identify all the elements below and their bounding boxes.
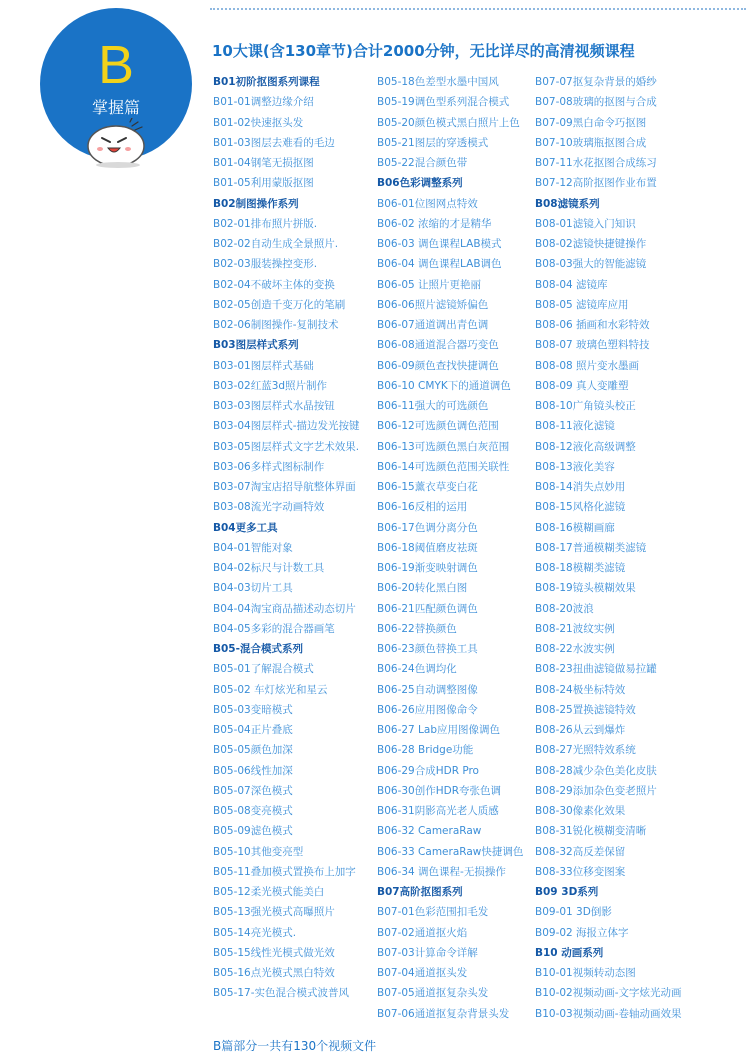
course-item: B01-01调整边缘介绍 <box>213 96 314 109</box>
course-item: B08-13液化美容 <box>535 460 615 473</box>
course-item: B08-03强大的智能滤镜 <box>535 258 647 271</box>
course-item: B05-01了解混合模式 <box>213 663 314 676</box>
course-item: B05-13强光模式高曝照片 <box>213 906 335 919</box>
course-item: B07-07抠复杂背景的婚纱 <box>535 76 657 88</box>
course-column-1 <box>213 72 373 1004</box>
course-item: B07-04通道抠头发 <box>377 967 468 979</box>
course-item: B05-08变亮模式 <box>213 805 293 817</box>
course-item: B06-22替换颜色 <box>377 622 457 635</box>
series-heading: B10 动画系列 <box>535 946 604 959</box>
course-item: B08-23扭曲滤镜做易拉罐 <box>535 663 657 676</box>
series-heading: B09 3D系列 <box>535 886 599 898</box>
course-item: B07-01色彩范围扣毛发 <box>377 906 489 919</box>
course-item: B07-12高阶抠图作业布置 <box>535 177 657 190</box>
series-heading: B07高阶抠图系列 <box>377 886 463 898</box>
course-item: B08-22水波实例 <box>535 643 615 655</box>
course-item: B05-10其他变亮型 <box>213 845 304 858</box>
course-column-3 <box>535 72 695 1024</box>
course-item: B08-30像素化效果 <box>535 805 626 817</box>
course-item: B05-22混合颜色带 <box>377 157 468 169</box>
course-item: B06-05 让照片更艳丽 <box>377 278 482 291</box>
course-item: B06-29合成HDR Pro <box>377 764 479 777</box>
course-item: B06-18阈值磨皮祛斑 <box>377 541 478 554</box>
course-item: B01-03图层去难看的毛边 <box>213 136 335 149</box>
course-item: B09-02 海报立体字 <box>535 926 629 939</box>
course-item: B03-08流光字动画特效 <box>213 501 325 514</box>
course-item: B06-15薰衣草变白花 <box>377 481 478 493</box>
course-item: B06-25自动调整图像 <box>377 683 478 696</box>
footer-note: B篇部分一共有130个视频文件 <box>213 1039 377 1053</box>
course-item: B06-14可选颜色范围关联性 <box>377 460 510 473</box>
course-item: B04-05多彩的混合器画笔 <box>213 622 335 635</box>
course-item: B08-25置换滤镜特效 <box>535 703 636 716</box>
course-item: B06-12可选颜色调色范围 <box>377 420 499 433</box>
course-item: B08-16模糊画廊 <box>535 521 615 534</box>
course-item: B01-02快速抠头发 <box>213 116 304 129</box>
course-item: B10-01视频转动态图 <box>535 967 636 979</box>
course-item: B08-14消失点妙用 <box>535 481 626 493</box>
cartoon-egg-mascot-icon <box>82 118 152 170</box>
course-item: B05-05颜色加深 <box>213 744 293 757</box>
course-item: B08-15风格化滤镜 <box>535 501 626 514</box>
course-item: B07-08玻璃的抠图与合成 <box>535 96 657 109</box>
course-item: B06-04 调色课程LAB调色 <box>377 258 502 271</box>
page-headline: 10大课(含130章节)合计2000分钟，无比详尽的高清视频课程 <box>212 42 635 60</box>
course-item: B05-03变暗模式 <box>213 703 293 716</box>
course-item: B03-05图层样式文字艺术效果. <box>213 440 360 453</box>
course-item: B08-20波浪 <box>535 602 594 615</box>
course-item: B05-18色差型水墨中国风 <box>377 76 499 88</box>
course-item: B07-02通道抠火焰 <box>377 926 468 939</box>
course-item: B08-08 照片变水墨画 <box>535 359 640 372</box>
course-item: B05-14亮光模式. <box>213 926 297 939</box>
course-item: B08-31锐化模糊变清晰 <box>535 825 647 838</box>
series-heading: B06色彩调整系列 <box>377 177 463 190</box>
course-item: B06-26应用图像命令 <box>377 703 478 716</box>
course-item: B06-10 CMYK下的通道调色 <box>377 379 511 392</box>
course-item: B06-23颜色替换工具 <box>377 643 478 655</box>
course-item: B06-08通道混合器巧变色 <box>377 339 499 352</box>
course-item: B08-32高反差保留 <box>535 845 626 858</box>
course-item: B06-17色调分离分色 <box>377 521 478 534</box>
course-item: B07-05通道抠复杂头发 <box>377 987 489 1000</box>
course-item: B06-03 调色课程LAB模式 <box>377 238 502 250</box>
course-item: B02-03服装操控变形. <box>213 258 318 271</box>
course-item: B08-26从云到爆炸 <box>535 724 626 736</box>
course-item: B07-11水花抠图合成练习 <box>535 157 657 169</box>
course-item: B07-09黑白命令巧抠图 <box>535 116 647 129</box>
course-item: B05-19调色型系列混合模式 <box>377 96 510 109</box>
course-item: B05-12柔光模式能美白 <box>213 886 325 898</box>
course-item: B10-03视频动画-卷轴动画效果 <box>535 1007 682 1020</box>
course-item: B08-04 滤镜库 <box>535 278 608 291</box>
series-heading: B02制图操作系列 <box>213 197 299 210</box>
top-divider <box>210 8 746 10</box>
course-item: B06-20转化黑白图 <box>377 582 468 595</box>
course-item: B03-01图层样式基础 <box>213 359 314 372</box>
course-item: B03-02红蓝3d照片制作 <box>213 379 328 392</box>
course-item: B08-18模糊类滤镜 <box>535 562 626 574</box>
course-item: B06-02 浓缩的才是精华 <box>377 217 492 230</box>
course-item: B08-28减少杂色美化皮肤 <box>535 764 657 777</box>
course-item: B02-06制图操作-复制技术 <box>213 319 339 331</box>
series-heading: B05-混合模式系列 <box>213 643 303 655</box>
course-item: B08-24极坐标特效 <box>535 683 626 696</box>
course-item: B05-20颜色模式黑白照片上色 <box>377 116 520 129</box>
course-item: B08-06 插画和水彩特效 <box>535 319 650 331</box>
course-item: B06-06照片滤镜矫偏色 <box>377 298 489 311</box>
badge-caption: 掌握篇 <box>91 98 140 117</box>
course-item: B03-07淘宝店招导航整体界面 <box>213 481 356 493</box>
course-item: B06-21匹配颜色调色 <box>377 602 478 615</box>
course-item: B08-29添加杂色变老照片 <box>535 784 657 797</box>
course-column-2 <box>377 72 537 1024</box>
course-item: B08-02滤镜快捷键操作 <box>535 238 647 250</box>
course-item: B02-05创造千变万化的笔刷 <box>213 298 346 311</box>
course-item: B06-11强大的可选颜色 <box>377 400 489 412</box>
course-item: B04-03切片工具 <box>213 582 293 595</box>
series-heading: B03图层样式系列 <box>213 339 299 352</box>
course-item: B06-19渐变映射调色 <box>377 562 478 574</box>
course-item: B06-16反相的运用 <box>377 501 468 514</box>
course-item: B08-11液化滤镜 <box>535 420 615 433</box>
course-item: B01-05利用蒙版抠图 <box>213 177 314 190</box>
series-heading: B04更多工具 <box>213 521 278 534</box>
course-item: B06-32 CameraRaw <box>377 825 482 838</box>
series-heading: B08滤镜系列 <box>535 197 600 210</box>
badge-letter: B <box>97 35 135 95</box>
course-item: B01-04钢笔无损抠图 <box>213 157 314 169</box>
course-item: B03-04图层样式-描边发光按键 <box>213 420 360 433</box>
series-heading: B01初阶抠图系列课程 <box>213 76 320 88</box>
course-item: B05-06线性加深 <box>213 764 293 777</box>
course-item: B07-03计算命令详解 <box>377 946 478 959</box>
course-item: B10-02视频动画-文字炫光动画 <box>535 987 682 1000</box>
course-item: B08-05 滤镜库应用 <box>535 298 629 311</box>
course-item: B08-10广角镜头校正 <box>535 400 636 412</box>
course-item: B05-15线性光模式做光效 <box>213 946 335 959</box>
course-item: B03-06多样式图标制作 <box>213 460 325 473</box>
course-item: B06-07通道调出青色调 <box>377 319 489 331</box>
course-item: B07-10玻璃瓶抠图合成 <box>535 136 647 149</box>
course-item: B03-03图层样式水晶按钮 <box>213 400 335 412</box>
course-item: B08-27光照特效系统 <box>535 744 636 757</box>
course-item: B08-12液化高级调整 <box>535 440 636 453</box>
course-item: B05-17-实色混合模式波普风 <box>213 987 350 1000</box>
course-item: B06-13可选颜色黑白灰范围 <box>377 440 510 453</box>
course-item: B09-01 3D倒影 <box>535 906 612 919</box>
course-item: B06-01位图网点特效 <box>377 197 478 210</box>
course-item: B05-07深色模式 <box>213 784 293 797</box>
course-item: B05-16点光模式黑白特效 <box>213 967 335 979</box>
course-item: B06-27 Lab应用图像调色 <box>377 724 501 736</box>
course-item: B04-04淘宝商品描述动态切片 <box>213 602 356 615</box>
course-item: B05-02 车灯炫光和星云 <box>213 683 328 696</box>
course-item: B04-02标尺与计数工具 <box>213 562 325 574</box>
course-item: B06-30创作HDR夸张色调 <box>377 784 501 797</box>
course-item: B06-31阴影高光老人质感 <box>377 805 499 817</box>
course-item: B05-09滤色模式 <box>213 825 293 838</box>
course-item: B06-24色调均化 <box>377 663 457 676</box>
course-item: B05-11叠加模式置换布上加字 <box>213 865 356 878</box>
course-item: B02-01排布照片拼版. <box>213 217 318 230</box>
course-item: B08-01滤镜入门知识 <box>535 217 636 230</box>
course-item: B06-33 CameraRaw快捷调色 <box>377 845 524 858</box>
course-item: B08-09 真人变雕塑 <box>535 379 629 392</box>
course-item: B08-33位移变图案 <box>535 865 626 878</box>
course-item: B02-02自动生成全景照片. <box>213 238 339 250</box>
course-item: B08-21波纹实例 <box>535 622 615 635</box>
course-item: B05-04正片叠底 <box>213 724 293 736</box>
course-item: B05-21图层的穿透模式 <box>377 136 489 149</box>
course-item: B02-04不破坏主体的变换 <box>213 278 335 291</box>
course-item: B04-01智能对象 <box>213 541 293 554</box>
course-item: B07-06通道抠复杂背景头发 <box>377 1007 510 1020</box>
course-item: B08-07 玻璃色塑料特技 <box>535 339 650 352</box>
course-item: B08-19镜头模糊效果 <box>535 582 636 595</box>
course-item: B08-17普通模糊类滤镜 <box>535 541 647 554</box>
course-item: B06-34 调色课程-无损操作 <box>377 865 506 878</box>
course-item: B06-28 Bridge功能 <box>377 744 474 757</box>
course-item: B06-09颜色查找快捷调色 <box>377 359 499 372</box>
